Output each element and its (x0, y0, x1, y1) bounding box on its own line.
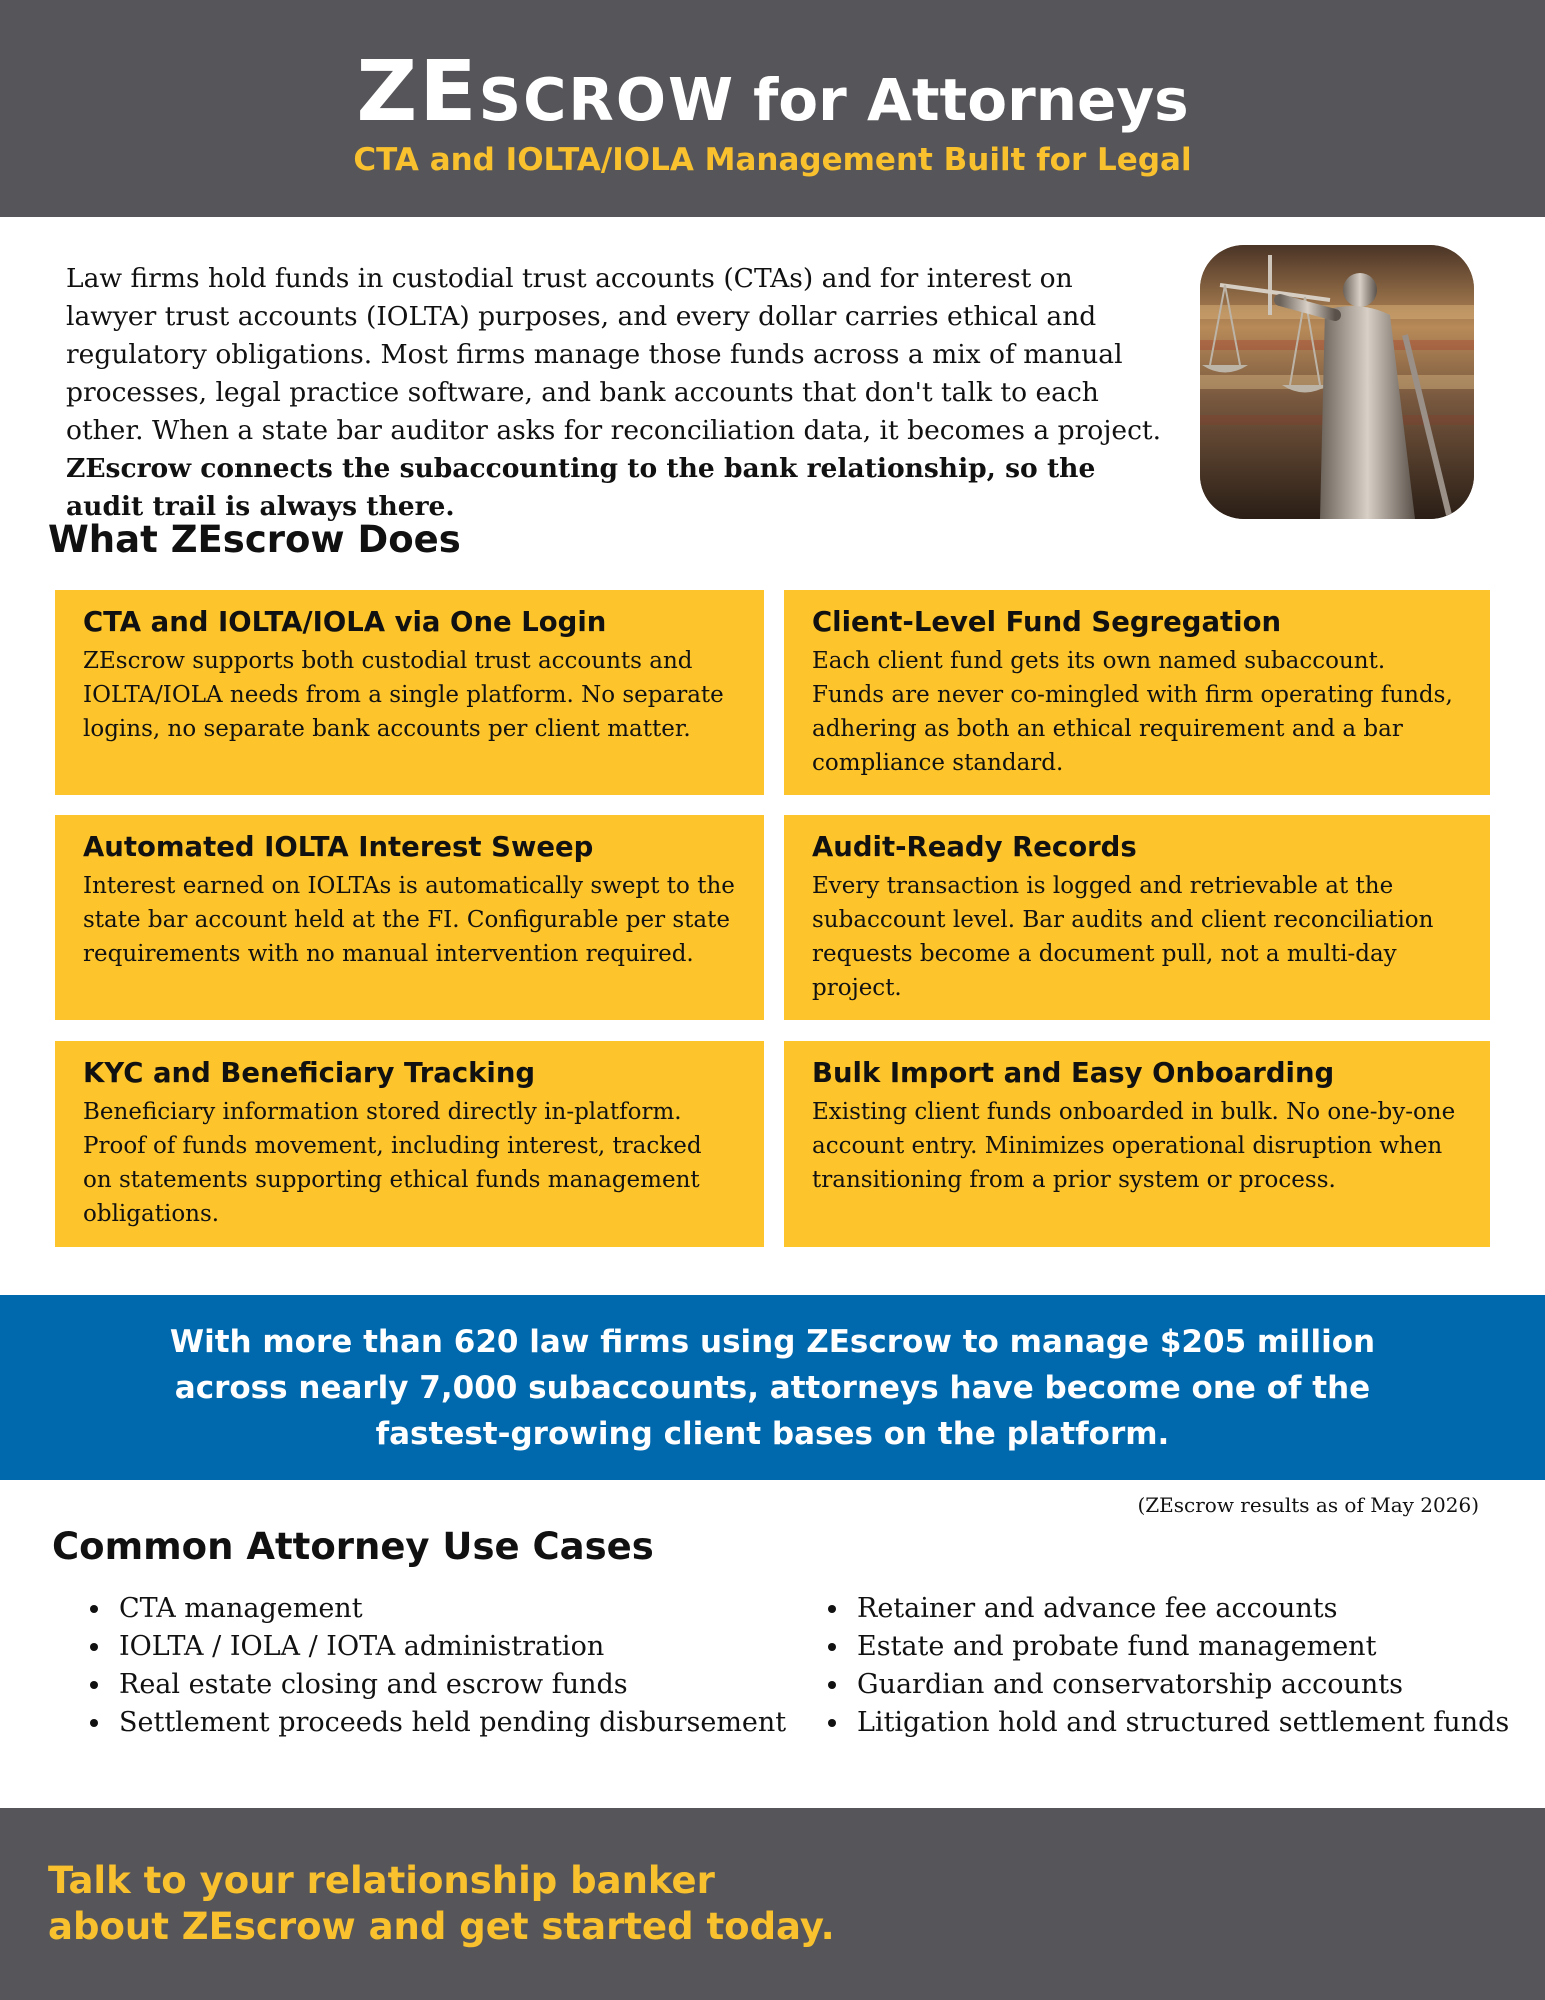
feature-card-body: Existing client funds onboarded in bulk. No one-by-one account entry. Minimizes operational disruption when transitioning from a prior system or process. (812, 1099, 1456, 1193)
stat-text: With more than 620 law firms using ZEscrow to manage $205 million across nearly 7,000 subaccounts, attorneys have become one of the fastest-growing client bases on the platform. (169, 1324, 1376, 1452)
feature-card-bulk-import (784, 1041, 1490, 1247)
feature-card-title: Automated IOLTA Interest Sweep (83, 831, 594, 863)
feature-card-title: Audit-Ready Records (812, 831, 1137, 863)
feature-card-fund-segregation (784, 590, 1490, 795)
page-footer (0, 1808, 1545, 2000)
title-suffix: for Attorneys (753, 66, 1189, 134)
feature-card-kyc-tracking (55, 1041, 764, 1247)
brand-name: ZEscrow (356, 42, 736, 140)
intro-paragraph (66, 260, 1166, 526)
page-subtitle: CTA and IOLTA/IOLA Management Built for Legal (353, 142, 1192, 178)
feature-card-body: Interest earned on IOLTAs is automatically swept to the state bar account held at the FI. Configurable per state requirements with no manual intervention required. (83, 873, 735, 967)
stat-banner (0, 1295, 1545, 1480)
feature-card-body: Beneficiary information stored directly in-platform. Proof of funds movement, including interest, tracked on statements supporting ethical funds management obligations. (83, 1099, 702, 1227)
list-item: • Litigation hold and structured settlement funds (851, 1704, 1509, 1742)
feature-card-audit-records (784, 815, 1490, 1020)
lady-justice-image (1200, 245, 1474, 519)
feature-card-interest-sweep (55, 815, 764, 1020)
use-cases-list-left (66, 1590, 786, 1742)
list-item: • IOLTA / IOLA / IOTA administration (113, 1628, 786, 1666)
list-item: • Estate and probate fund management (851, 1628, 1509, 1666)
cta-line-1: Talk to your relationship banker (48, 1859, 715, 1902)
list-item: • Retainer and advance fee accounts (851, 1590, 1509, 1628)
page-header (0, 0, 1545, 217)
cta-line-2: about ZEscrow and get started today. (48, 1905, 835, 1948)
feature-card-body: Each client fund gets its own named subaccount. Funds are never co-mingled with firm operating funds, adhering as both an ethical requirement and a bar compliance standard. (812, 648, 1453, 776)
lady-justice-photo (1200, 245, 1474, 519)
results-note: (ZEscrow results as of May 2026) (1137, 1493, 1479, 1517)
list-item: • Real estate closing and escrow funds (113, 1666, 786, 1704)
feature-card-body: ZEscrow supports both custodial trust accounts and IOLTA/IOLA needs from a single platform. No separate logins, no separate bank accounts per client matter. (83, 648, 724, 742)
list-item: • Guardian and conservatorship accounts (851, 1666, 1509, 1704)
list-item: • CTA management (113, 1590, 786, 1628)
feature-card-title: Bulk Import and Easy Onboarding (812, 1057, 1335, 1089)
feature-card-body: Every transaction is logged and retrievable at the subaccount level. Bar audits and client reconciliation requests become a document pull, not a multi-day project. (812, 873, 1434, 1001)
intro-bold-text: ZEscrow connects the subaccounting to the bank relationship, so the audit trail is always there. (66, 453, 1096, 522)
feature-card-title: Client-Level Fund Segregation (812, 606, 1282, 638)
intro-text: Law firms hold funds in custodial trust accounts (CTAs) and for interest on lawyer trust accounts (IOLTA) purposes, and every dollar carries ethical and regulatory obligations. Most firms manage those funds across a mix of manual processes, legal practice software, and bank accounts that don't talk to each other. When a state bar auditor asks for reconciliation data, it becomes a project. (66, 263, 1162, 446)
page-title (0, 42, 1545, 140)
features-heading: What ZEscrow Does (48, 518, 461, 561)
use-cases-heading: Common Attorney Use Cases (52, 1525, 654, 1568)
feature-card-one-login (55, 590, 764, 795)
feature-card-title: CTA and IOLTA/IOLA via One Login (83, 606, 607, 638)
call-to-action (48, 1858, 835, 1950)
feature-card-title: KYC and Beneficiary Tracking (83, 1057, 536, 1089)
use-cases-list-right (804, 1590, 1509, 1742)
list-item: • Settlement proceeds held pending disbursement (113, 1704, 786, 1742)
